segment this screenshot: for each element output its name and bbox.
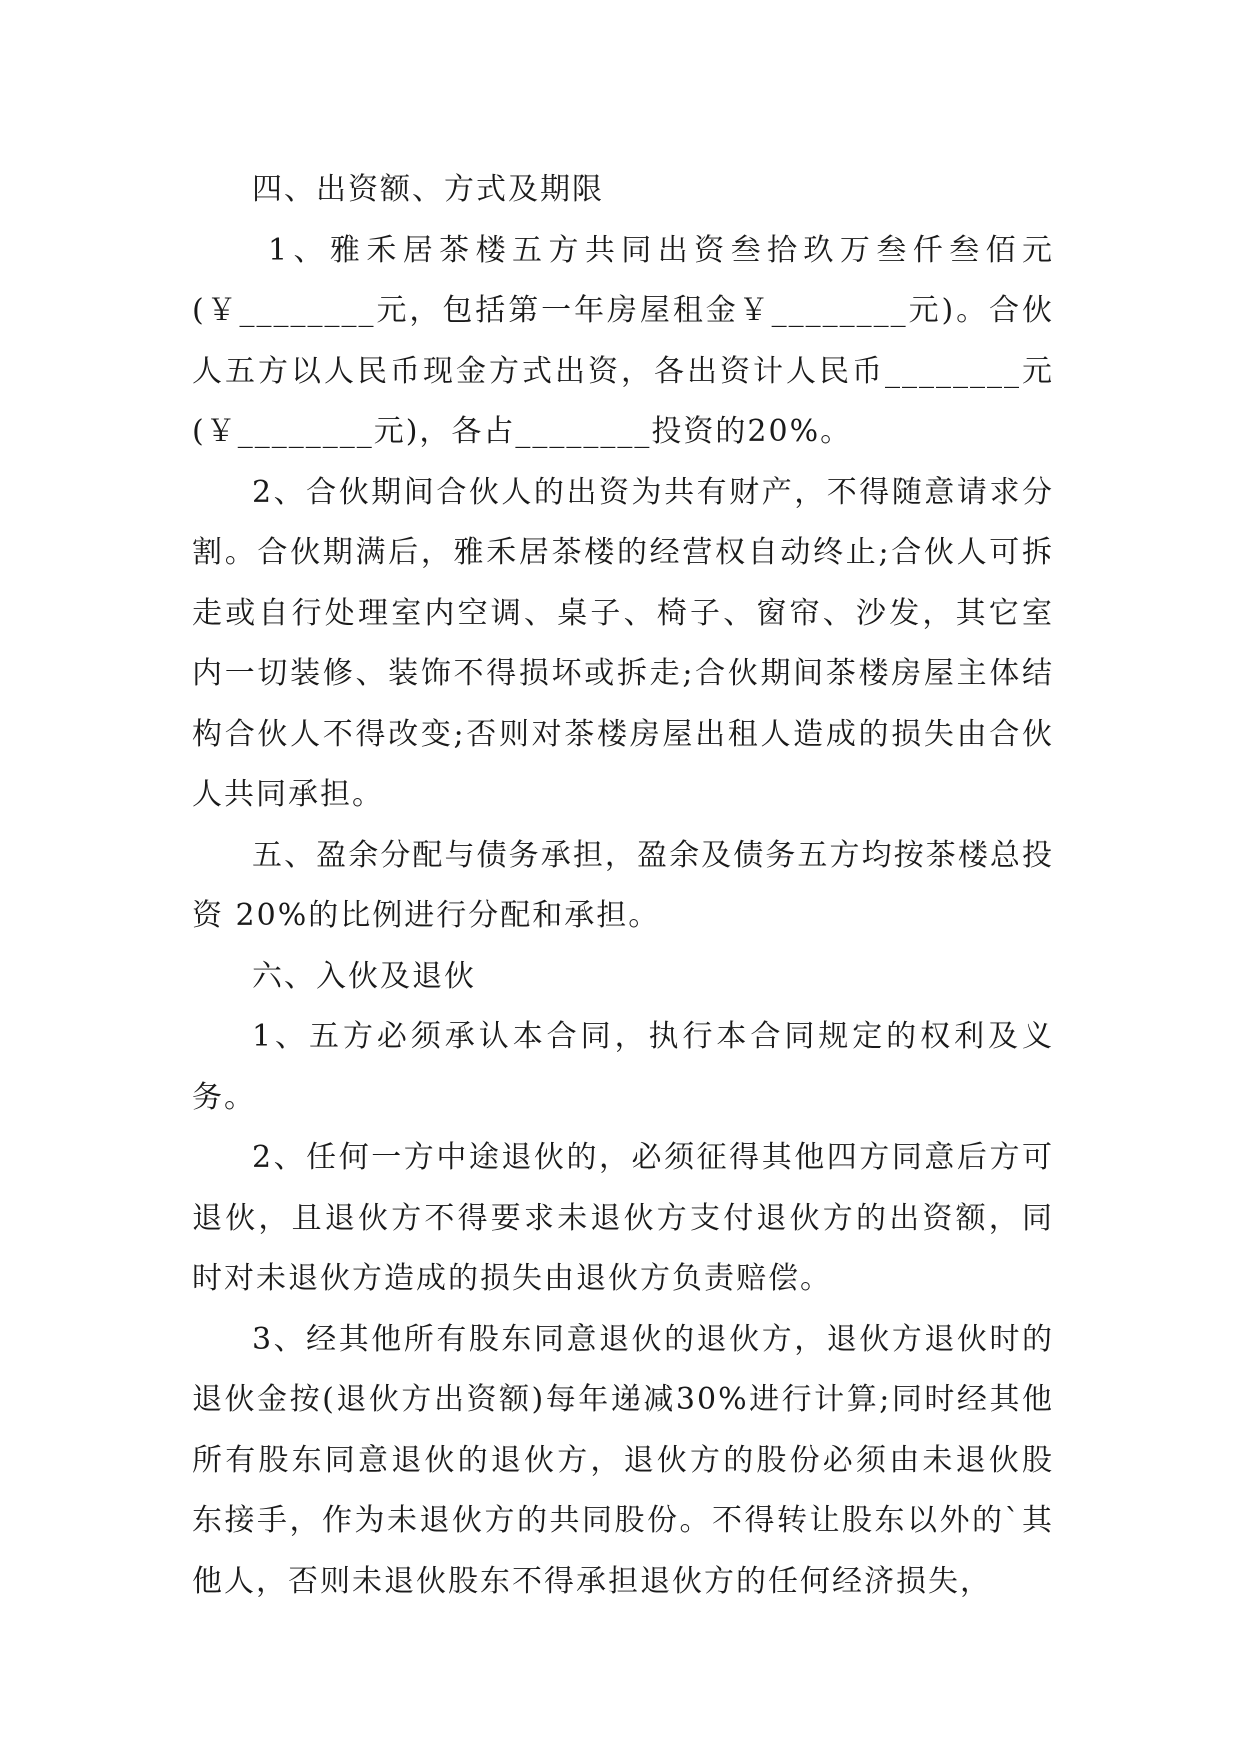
paragraph-acknowledge-contract: 1、五方必须承认本合同，执行本合同规定的权利及义务。 [192, 1019, 1054, 1115]
paragraph-withdrawal-consent: 2、任何一方中途退伙的，必须征得其他四方同意后方可退伙，且退伙方不得要求未退伙方支付退伙方的出资额，同时对未退伙方造成的损失由退伙方负责赔偿。 [192, 1140, 1054, 1296]
paragraph-withdrawal-refund: 3、经其他所有股东同意退伙的退伙方，退伙方退伙时的退伙金按(退伙方出资额)每年递减30%进行计算;同时经其他所有股东同意退伙的退伙方，退伙方的股份必须由未退伙股东接手，作为未退伙方的共同股份。不得转让股东以外的`其他人，否则未退伙股东不得承担退伙方的任何经济损失， [192, 1321, 1054, 1599]
paragraph-joint-property: 2、合伙期间合伙人的出资为共有财产，不得随意请求分割。合伙期满后，雅禾居茶楼的经营权自动终止;合伙人可拆走或自行处理室内空调、桌子、椅子、窗帘、沙发，其它室内一切装修、装饰不得损坏或拆走;合伙期间茶楼房屋主体结构合伙人不得改变;否则对茶楼房屋出租人造成的损失由合伙人共同承担。 [192, 474, 1054, 812]
paragraph-capital-contribution: 1、雅禾居茶楼五方共同出资叁拾玖万叁仟叁佰元(￥________元，包括第一年房屋租金￥________元)。合伙人五方以人民币现金方式出资，各出资计人民币________元(￥________元)，各占________投资的20%。 [192, 232, 1054, 449]
section-heading-four: 四、出资额、方式及期限 [252, 172, 604, 207]
paragraph-profit-distribution: 五、盈余分配与债务承担，盈余及债务五方均按茶楼总投资 20%的比例进行分配和承担。 [192, 837, 1054, 933]
document-body [192, 160, 1054, 1612]
section-heading-six: 六、入伙及退伙 [252, 958, 476, 994]
